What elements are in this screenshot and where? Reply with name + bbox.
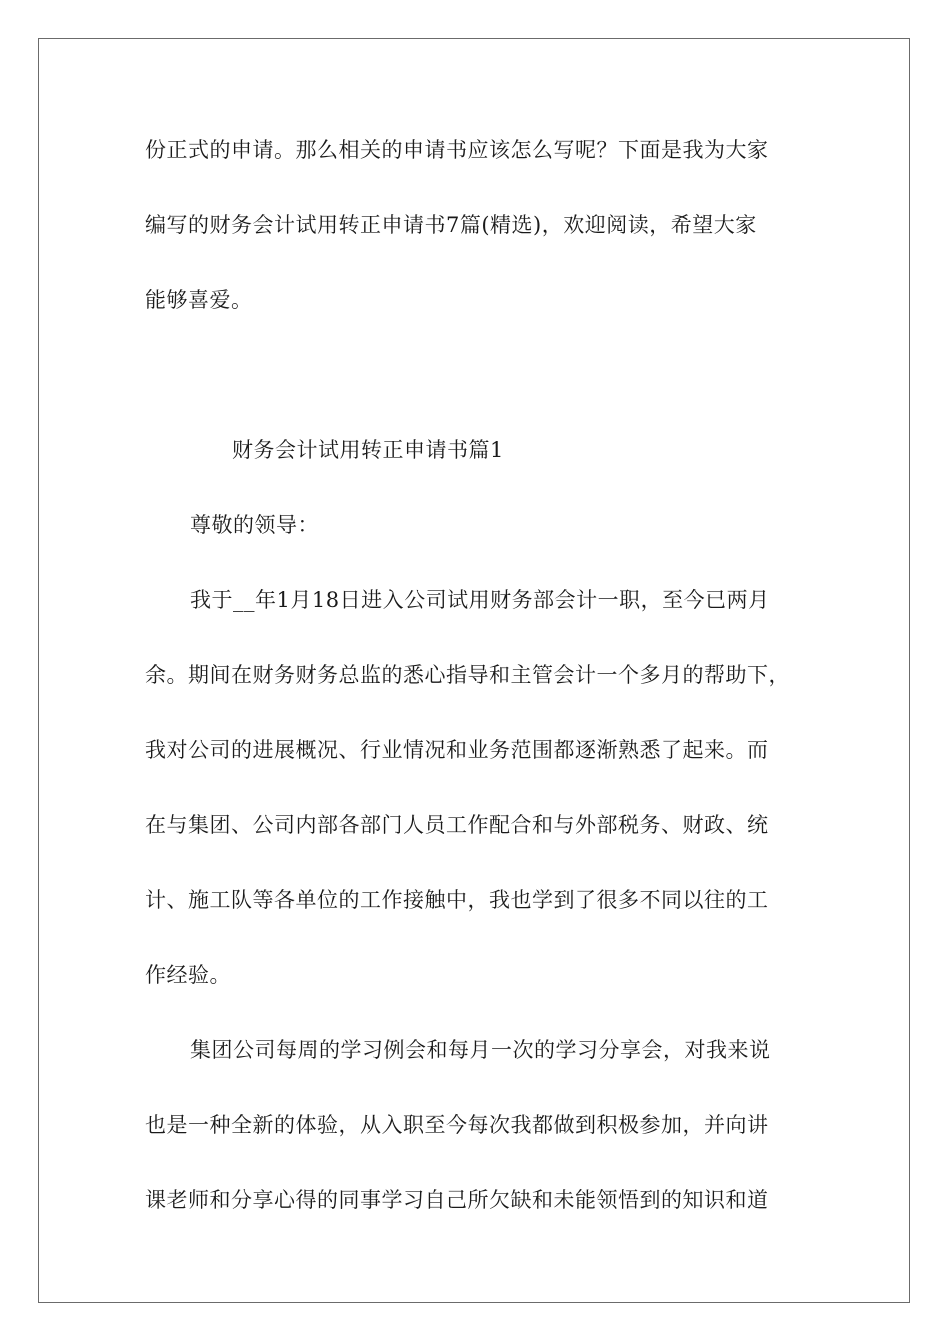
- paragraph-line: 余。期间在财务财务总监的悉心指导和主管会计一个多月的帮助下，: [145, 663, 790, 687]
- paragraph-line: 我对公司的进展概况、行业情况和业务范围都逐渐熟悉了起来。而: [145, 738, 769, 762]
- paragraph-line: 作经验。: [145, 963, 231, 987]
- paragraph-line: 也是一种全新的体验，从入职至今每次我都做到积极参加，并向讲: [145, 1113, 769, 1137]
- salutation: 尊敬的领导：: [190, 513, 319, 537]
- paragraph-line: 在与集团、公司内部各部门人员工作配合和与外部税务、财政、统: [145, 813, 769, 837]
- paragraph-line: 计、施工队等各单位的工作接触中，我也学到了很多不同以往的工: [145, 888, 769, 912]
- paragraph-line: 课老师和分享心得的同事学习自己所欠缺和未能领悟到的知识和道: [145, 1188, 769, 1212]
- intro-line: 能够喜爱。: [145, 288, 253, 312]
- intro-line: 编写的财务会计试用转正申请书7篇(精选)，欢迎阅读，希望大家: [145, 213, 757, 237]
- paragraph-line: 集团公司每周的学习例会和每月一次的学习分享会，对我来说: [190, 1038, 771, 1062]
- paragraph-line: 我于__年1月18日进入公司试用财务部会计一职，至今已两月: [190, 588, 770, 612]
- section-title: 财务会计试用转正申请书篇1: [232, 438, 504, 462]
- intro-line: 份正式的申请。那么相关的申请书应该怎么写呢？下面是我为大家: [145, 138, 769, 162]
